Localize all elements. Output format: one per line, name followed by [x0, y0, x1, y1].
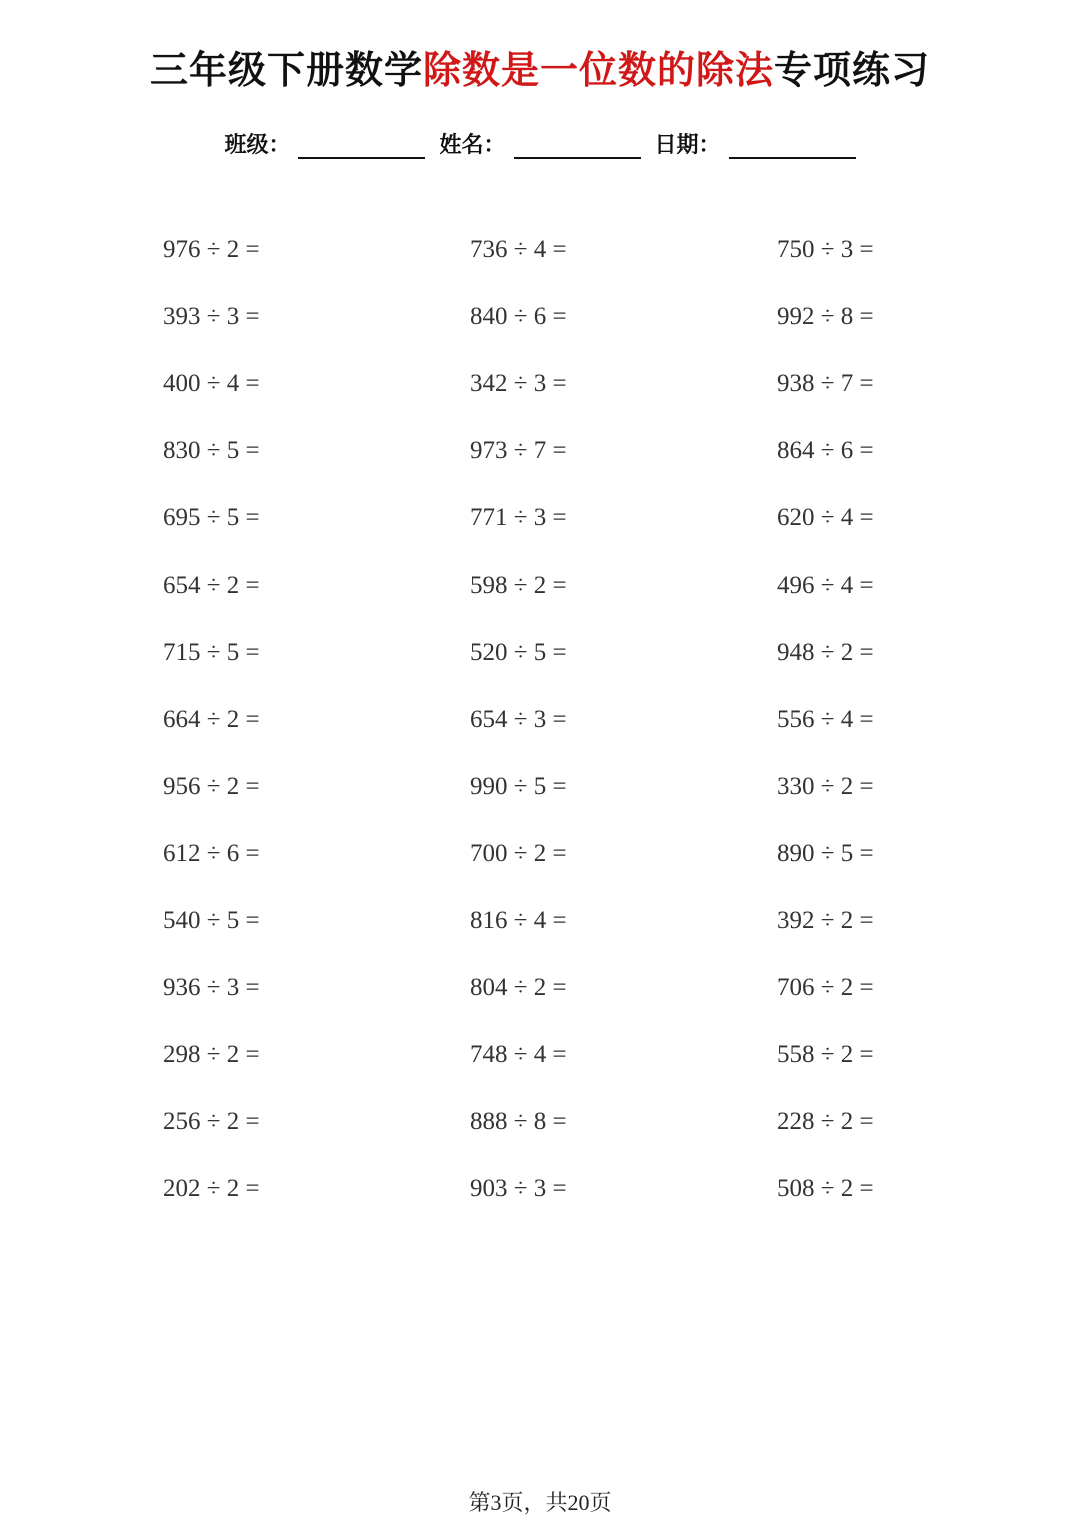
division-problem: 556 ÷ 4 =: [777, 706, 874, 733]
division-problem: 654 ÷ 2 =: [163, 572, 260, 599]
division-problem: 840 ÷ 6 =: [470, 303, 567, 330]
division-problem: 938 ÷ 7 =: [777, 370, 874, 397]
division-problem: 612 ÷ 6 =: [163, 840, 260, 867]
division-problem: 558 ÷ 2 =: [777, 1041, 874, 1068]
division-problem: 540 ÷ 5 =: [163, 907, 260, 934]
division-problem: 936 ÷ 3 =: [163, 974, 260, 1001]
division-problem: 976 ÷ 2 =: [163, 236, 260, 263]
division-problem: 956 ÷ 2 =: [163, 773, 260, 800]
division-problem: 973 ÷ 7 =: [470, 437, 567, 464]
division-problem: 298 ÷ 2 =: [163, 1041, 260, 1068]
division-problem: 256 ÷ 2 =: [163, 1108, 260, 1135]
division-problem: 715 ÷ 5 =: [163, 639, 260, 666]
division-problem: 816 ÷ 4 =: [470, 907, 567, 934]
class-label: 班级：: [224, 133, 291, 158]
division-problem: 392 ÷ 2 =: [777, 907, 874, 934]
division-problem: 664 ÷ 2 =: [163, 706, 260, 733]
page-footer: 第3页，共20页: [468, 1490, 612, 1515]
division-problem: 496 ÷ 4 =: [777, 572, 874, 599]
division-problem: 620 ÷ 4 =: [777, 504, 874, 531]
division-problem: 992 ÷ 8 =: [777, 303, 874, 330]
division-problem: 695 ÷ 5 =: [163, 504, 260, 531]
division-problem: 342 ÷ 3 =: [470, 370, 567, 397]
division-problem: 990 ÷ 5 =: [470, 773, 567, 800]
division-problem: 888 ÷ 8 =: [470, 1108, 567, 1135]
division-problem: 598 ÷ 2 =: [470, 572, 567, 599]
division-problem: 400 ÷ 4 =: [163, 370, 260, 397]
division-problem: 890 ÷ 5 =: [777, 840, 874, 867]
division-problem: 750 ÷ 3 =: [777, 236, 874, 263]
division-problem: 520 ÷ 5 =: [470, 639, 567, 666]
division-problem: 864 ÷ 6 =: [777, 437, 874, 464]
division-problem: 903 ÷ 3 =: [470, 1175, 567, 1202]
division-problem: 748 ÷ 4 =: [470, 1041, 567, 1068]
division-problem: 508 ÷ 2 =: [777, 1175, 874, 1202]
title-highlight: 除数是一位数的除法: [422, 48, 774, 92]
division-problem: 330 ÷ 2 =: [777, 773, 874, 800]
division-problem: 228 ÷ 2 =: [777, 1108, 874, 1135]
name-label: 姓名：: [439, 133, 506, 158]
division-problem: 830 ÷ 5 =: [163, 437, 260, 464]
title-prefix: 三年级下册数学: [149, 48, 423, 92]
division-problem: 706 ÷ 2 =: [777, 974, 874, 1001]
division-problem: 948 ÷ 2 =: [777, 639, 874, 666]
title-suffix: 专项练习: [774, 48, 931, 92]
division-problem: 771 ÷ 3 =: [470, 504, 567, 531]
division-problem: 202 ÷ 2 =: [163, 1175, 260, 1202]
division-problem: 700 ÷ 2 =: [470, 840, 567, 867]
division-problem: 736 ÷ 4 =: [470, 236, 567, 263]
division-problem: 804 ÷ 2 =: [470, 974, 567, 1001]
division-problem: 393 ÷ 3 =: [163, 303, 260, 330]
division-problem: 654 ÷ 3 =: [470, 706, 567, 733]
date-label: 日期：: [654, 133, 721, 158]
